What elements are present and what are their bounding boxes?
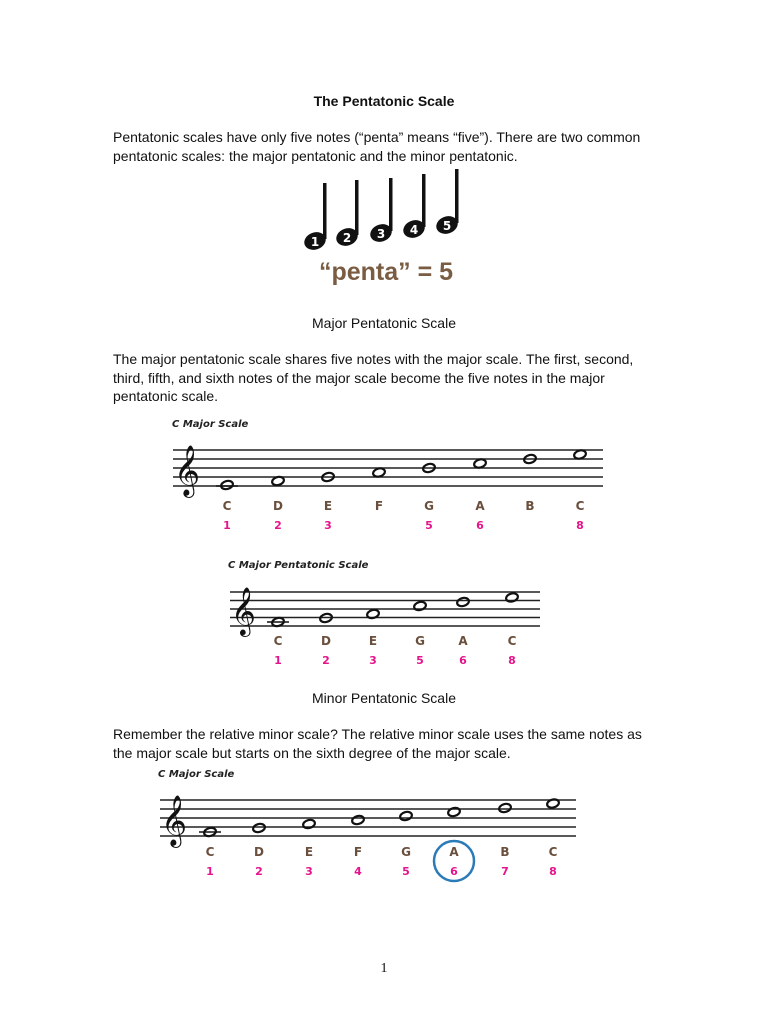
quarter-note-4 xyxy=(401,174,427,241)
staff-1-c-major-scale xyxy=(165,440,610,535)
s3-note-letter: D xyxy=(254,845,264,859)
note-number: 4 xyxy=(409,223,419,237)
s3-scale-degree: 7 xyxy=(501,865,509,878)
staff-3-c-major-scale-circled xyxy=(152,790,582,890)
penta-notes-figure xyxy=(290,166,480,256)
s3-note-letter: F xyxy=(353,845,363,859)
minor-pentatonic-paragraph: Remember the relative minor scale? The relative minor scale uses the same notes as the major scale but starts on the sixth degree of the major scale. xyxy=(113,726,642,761)
treble-clef-icon: 𝄞 xyxy=(231,586,256,635)
s1-whole-note-1 xyxy=(216,480,238,491)
s1-scale-degree: 1 xyxy=(223,519,231,532)
minor-pentatonic-heading: Minor Pentatonic Scale xyxy=(312,690,456,706)
s3-note-letter: C xyxy=(548,845,558,859)
s2-note-letter: D xyxy=(321,634,331,648)
s2-scale-degree: 3 xyxy=(369,654,377,667)
note-number: 2 xyxy=(342,231,352,245)
major-pentatonic-heading: Major Pentatonic Scale xyxy=(312,315,456,331)
major-pentatonic-paragraph: The major pentatonic scale shares five notes with the major scale. The first, second, third, fifth, and sixth notes of the major scale become the five notes in the major pentatonic scale. xyxy=(113,351,634,404)
s3-whole-note-6 xyxy=(447,807,461,818)
treble-clef-icon: 𝄞 xyxy=(161,795,188,846)
s3-whole-note-5 xyxy=(399,811,413,822)
s2-note-letter: C xyxy=(273,634,283,648)
s3-note-letter: A xyxy=(449,845,459,859)
page-title: The Pentatonic Scale xyxy=(313,93,455,109)
s3-whole-note-7 xyxy=(498,803,512,814)
s2-note-letter: E xyxy=(368,634,378,648)
quarter-note-2 xyxy=(334,180,360,249)
s3-scale-degree: 1 xyxy=(206,865,214,878)
s2-whole-note-6 xyxy=(505,592,519,603)
s3-scale-degree: 6 xyxy=(450,865,458,878)
s1-note-letter: C xyxy=(222,499,232,513)
s3-whole-note-3 xyxy=(302,819,316,830)
s2-scale-degree: 2 xyxy=(322,654,330,667)
s3-whole-note-2 xyxy=(252,823,266,834)
staff-lines xyxy=(160,800,576,836)
note-number: 5 xyxy=(442,219,452,233)
intro-paragraph: Pentatonic scales have only five notes (“penta” means “five”). There are two common pentatonic scales: the major pentatonic and the minor pentatonic. xyxy=(113,129,641,164)
s2-scale-degree: 6 xyxy=(459,654,467,667)
quarter-note-3 xyxy=(368,178,394,245)
s2-scale-degree: 8 xyxy=(508,654,516,667)
s1-scale-degree: 2 xyxy=(274,519,282,532)
page-number: 1 xyxy=(380,961,388,976)
s3-whole-note-4 xyxy=(351,815,365,826)
s2-whole-note-4 xyxy=(413,601,427,612)
s2-note-letter: G xyxy=(415,634,425,648)
staff-lines xyxy=(230,592,540,626)
s1-scale-degree: 6 xyxy=(476,519,484,532)
note-number: 1 xyxy=(310,235,320,249)
s2-note-letter: A xyxy=(458,634,468,648)
s1-note-letter: B xyxy=(525,499,535,513)
quarter-note-5 xyxy=(434,169,460,237)
s1-scale-degree: 5 xyxy=(425,519,433,532)
staff-lines xyxy=(173,450,603,486)
staff-1-title: C Major Scale xyxy=(172,419,249,430)
s1-scale-degree: 8 xyxy=(576,519,584,532)
s3-scale-degree: 4 xyxy=(354,865,362,878)
staff-3-title: C Major Scale xyxy=(158,769,235,780)
staff-2-c-major-pentatonic-scale xyxy=(222,582,547,672)
s3-note-letter: B xyxy=(500,845,510,859)
s1-note-letter: A xyxy=(475,499,485,513)
note-number: 3 xyxy=(376,227,386,241)
s3-note-letter: E xyxy=(304,845,314,859)
s2-scale-degree: 5 xyxy=(416,654,424,667)
s3-note-letter: C xyxy=(205,845,215,859)
s2-scale-degree: 1 xyxy=(274,654,282,667)
s3-note-letter: G xyxy=(401,845,411,859)
penta-equals-five: “penta” = 5 xyxy=(318,258,454,286)
s2-whole-note-5 xyxy=(456,597,470,608)
s3-scale-degree: 5 xyxy=(402,865,410,878)
s3-scale-degree: 8 xyxy=(549,865,557,878)
s2-note-letter: C xyxy=(507,634,517,648)
quarter-note-1 xyxy=(302,183,328,253)
s3-scale-degree: 2 xyxy=(255,865,263,878)
staff-2-title: C Major Pentatonic Scale xyxy=(228,560,369,571)
s1-note-letter: D xyxy=(273,499,283,513)
s1-note-letter: C xyxy=(575,499,585,513)
s1-note-letter: F xyxy=(374,499,384,513)
s1-note-letter: E xyxy=(323,499,333,513)
treble-clef-icon: 𝄞 xyxy=(174,445,201,496)
s3-scale-degree: 3 xyxy=(305,865,313,878)
s1-scale-degree: 3 xyxy=(324,519,332,532)
s1-note-letter: G xyxy=(424,499,434,513)
